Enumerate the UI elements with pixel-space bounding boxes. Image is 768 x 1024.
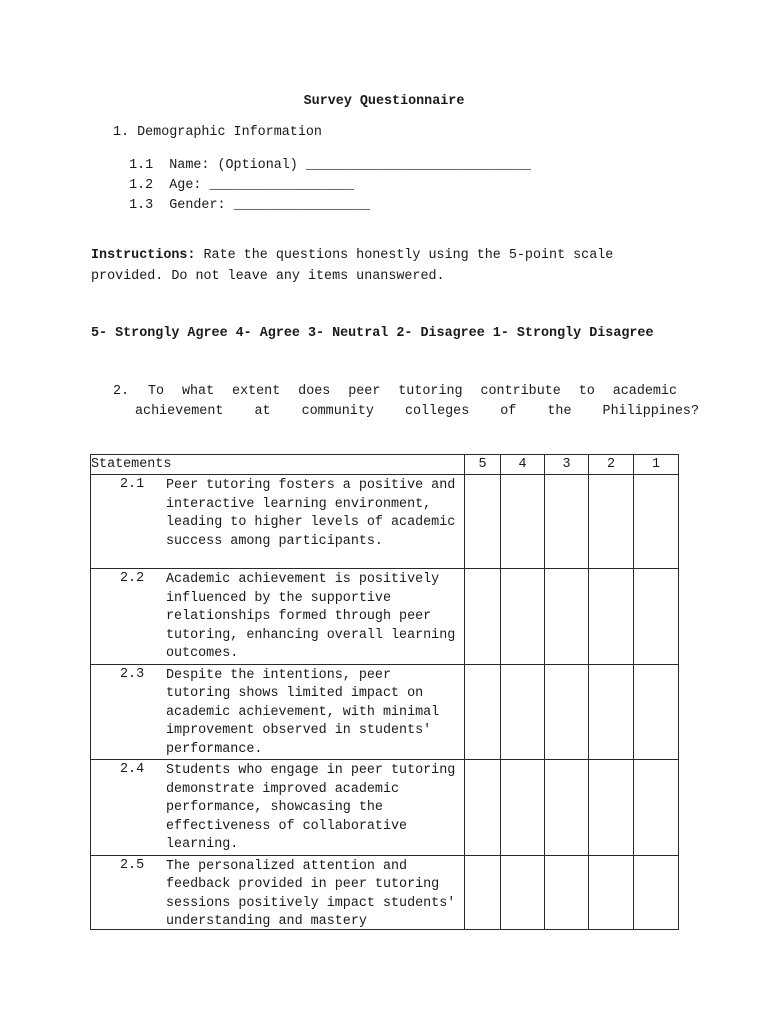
- rating-cell-1[interactable]: [634, 664, 679, 760]
- rating-cell-1[interactable]: [634, 855, 679, 929]
- question-line-1: To what extent does peer tutoring contribute to academic: [148, 384, 677, 399]
- demographic-heading: 1. Demographic Information: [113, 125, 322, 140]
- rating-cell-4[interactable]: [501, 569, 545, 665]
- statement-cell: [91, 664, 465, 760]
- table-row: [91, 664, 679, 760]
- rating-cell-3[interactable]: [545, 855, 589, 929]
- rating-cell-5[interactable]: [465, 475, 501, 569]
- instructions: [91, 246, 679, 287]
- column-header-statements: Statements: [91, 455, 465, 475]
- question-number: 2.: [113, 384, 130, 399]
- field-number: 1.1: [129, 158, 154, 174]
- rating-cell-2[interactable]: [589, 855, 634, 929]
- statement-number: 2.2: [120, 571, 145, 586]
- table-header-row: [91, 455, 679, 475]
- rating-cell-1[interactable]: [634, 760, 679, 856]
- field-label: Gender:: [169, 198, 226, 214]
- rating-cell-4[interactable]: [501, 664, 545, 760]
- rating-cell-2[interactable]: [589, 569, 634, 665]
- statement-cell: [91, 475, 465, 569]
- column-header-4: 4: [501, 455, 545, 475]
- rating-cell-1[interactable]: [634, 475, 679, 569]
- rating-cell-2[interactable]: [589, 760, 634, 856]
- column-header-1: 1: [634, 455, 679, 475]
- statement-number: 2.1: [120, 477, 145, 492]
- rating-table: [90, 454, 679, 930]
- table-row: [91, 760, 679, 856]
- statement-text: Despite the intentions, peer tutoring shows limited impact on academic achievement, with minimal improvement observed in students' performance.: [166, 667, 440, 757]
- statement-text: Academic achievement is positively influenced by the supportive relationships formed through peer tutoring, enhancing overall learning outcomes.: [166, 572, 456, 661]
- rating-cell-3[interactable]: [545, 475, 589, 569]
- instructions-text: Rate the questions honestly using the 5-point scale provided. Do not leave any items unanswered.: [91, 248, 614, 284]
- field-label: Name: (Optional): [169, 158, 298, 174]
- rating-cell-4[interactable]: [501, 760, 545, 856]
- instructions-label: Instructions:: [91, 248, 196, 263]
- statement-text: The personalized attention and feedback provided in peer tutoring sessions positively impact students' understanding and mastery: [166, 858, 456, 929]
- table-row: [91, 855, 679, 929]
- age-blank[interactable]: __________________: [209, 178, 355, 194]
- gender-blank[interactable]: _________________: [233, 198, 371, 214]
- statement-cell: [91, 569, 465, 665]
- column-header-3: 3: [545, 455, 589, 475]
- rating-cell-3[interactable]: [545, 569, 589, 665]
- rating-cell-4[interactable]: [501, 855, 545, 929]
- rating-cell-4[interactable]: [501, 475, 545, 569]
- statement-text: Students who engage in peer tutoring demonstrate improved academic performance, showcasing the effectiveness of collaborative learning.: [166, 763, 456, 852]
- rating-cell-1[interactable]: [634, 569, 679, 665]
- column-header-5: 5: [465, 455, 501, 475]
- statement-number: 2.5: [120, 857, 145, 873]
- rating-cell-5[interactable]: [465, 760, 501, 856]
- statement-cell: [91, 760, 465, 856]
- statement-number: 2.3: [120, 666, 145, 682]
- statement-number: 2.4: [120, 762, 145, 777]
- column-header-2: 2: [589, 455, 634, 475]
- rating-cell-5[interactable]: [465, 569, 501, 665]
- field-gender: [113, 186, 370, 213]
- rating-cell-3[interactable]: [545, 664, 589, 760]
- page-title: Survey Questionnaire: [303, 94, 465, 109]
- name-blank[interactable]: ____________________________: [305, 158, 531, 174]
- field-label: Age:: [169, 178, 202, 194]
- rating-cell-5[interactable]: [465, 855, 501, 929]
- question-2: [113, 384, 699, 439]
- statement-cell: [91, 855, 465, 929]
- scale-legend: 5- Strongly Agree 4- Agree 3- Neutral 2- Disagree 1- Strongly Disagree: [91, 326, 654, 341]
- table-row: [91, 569, 679, 665]
- field-number: 1.3: [129, 198, 154, 214]
- rating-cell-5[interactable]: [465, 664, 501, 760]
- field-number: 1.2: [129, 178, 154, 194]
- rating-cell-2[interactable]: [589, 664, 634, 760]
- question-line-2: achievement at community colleges of the Philippines?: [135, 404, 699, 419]
- rating-cell-3[interactable]: [545, 760, 589, 856]
- statement-text: Peer tutoring fosters a positive and interactive learning environment, leading to higher levels of academic success among participants.: [166, 478, 456, 549]
- table-row: [91, 475, 679, 569]
- rating-cell-2[interactable]: [589, 475, 634, 569]
